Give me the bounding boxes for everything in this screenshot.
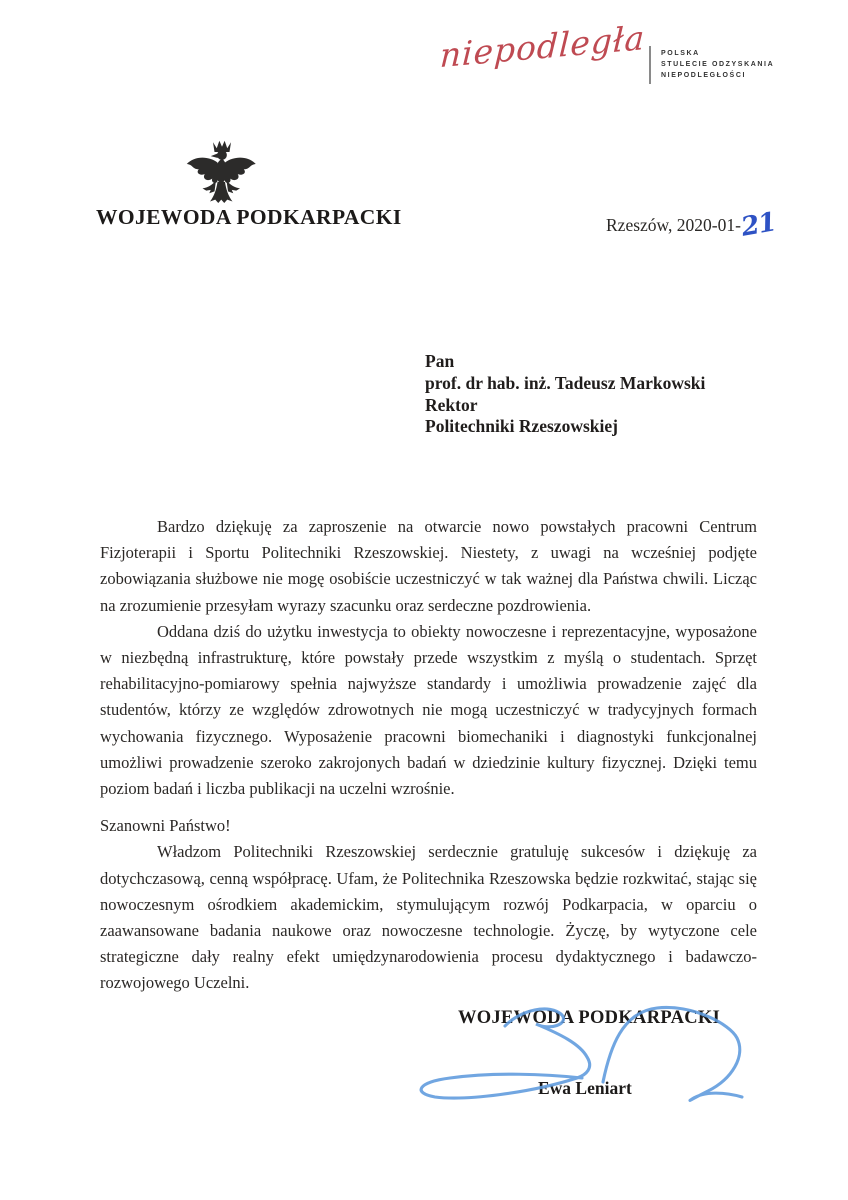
niepodlegla-logo xyxy=(438,17,775,102)
logo-tagline-line-1: POLSKA xyxy=(661,50,700,57)
paragraph-3: Władzom Politechniki Rzeszowskiej serdecznie gratuluję sukcesów i dziękuję za dotychczasową, cenną współpracę. Ufam, że Politechnika Rzeszowska będzie rozkwitać, stając się nowoczesnym ośrodkiem akademickim, stymulującym rozwój Podkarpacia, w oparciu o zaawansowane badania naukowe oraz nowoczesne technologie. Życzę, by wytyczone cele strategiczne dały realny efekt umiędzynarodowienia procesu dydaktycznego i badawczo-rozwojowego Uczelni. xyxy=(100,842,757,993)
niepodlegla-script-icon: niepodległa xyxy=(438,17,647,76)
logo-tagline-line-3: NIEPODLEGŁOŚCI xyxy=(661,72,747,79)
signature-name: Ewa Leniart xyxy=(538,1078,632,1098)
logo-divider xyxy=(649,46,651,84)
polish-eagle-icon xyxy=(183,135,258,211)
addressee-line-3: Rektor xyxy=(425,394,478,415)
paragraph-1: Bardzo dziękuję za zaproszenie na otwarcie nowo powstałych pracowni Centrum Fizjoterapii i Sportu Politechniki Rzeszowskiej. Niestety, z uwagi na wcześniej podjęte zobowiązania służbowe nie mogę osobiście uczestniczyć w tak ważnej dla Państwa chwili. Licząc na zrozumienie przesyłam wyrazy szacunku oraz serdeczne pozdrowienia. xyxy=(100,517,757,615)
office-title: WOJEWODA PODKARPACKI xyxy=(96,205,402,229)
addressee-block xyxy=(425,351,705,438)
logo-tagline-line-2: STULECIE ODZYSKANIA xyxy=(661,61,775,68)
signature-block xyxy=(410,986,810,1136)
letter-body xyxy=(100,514,757,997)
addressee-line-4: Politechniki Rzeszowskiej xyxy=(425,416,618,437)
logo-tagline xyxy=(661,48,774,81)
salutation: Szanowni Państwo! xyxy=(100,816,231,836)
addressee-line-2: prof. dr hab. inż. Tadeusz Markowski xyxy=(425,372,706,393)
signature-office-title: WOJEWODA PODKARPACKI xyxy=(458,1008,721,1028)
date-printed: Rzeszów, 2020-01- xyxy=(606,215,741,235)
dateline xyxy=(606,207,778,243)
paragraph-2: Oddana dziś do użytku inwestycja to obiekty nowoczesne i reprezentacyjne, wyposażone w niezbędną infrastrukturę, które powstały przede wszystkim z myślą o studentach. Sprzęt rehabilitacyjno-pomiarowy spełnia najwyższe standardy i umożliwia prowadzenie zajęć dla studentów, którzy ze względów zdrowotnych nie mogą uczestniczyć w tradycyjnych formach wychowania fizycznego. Wyposażenie pracowni biomechaniki i diagnostyki funkcjonalnej umożliwi prowadzenie szeroko zakrojonych badań w dziedzinie kultury fizycznej. Dzięki temu poziom badań i liczba publikacji na uczelni wzrośnie. xyxy=(100,621,757,799)
addressee-line-1: Pan xyxy=(425,351,455,371)
handwritten-day: 21 xyxy=(738,207,778,243)
